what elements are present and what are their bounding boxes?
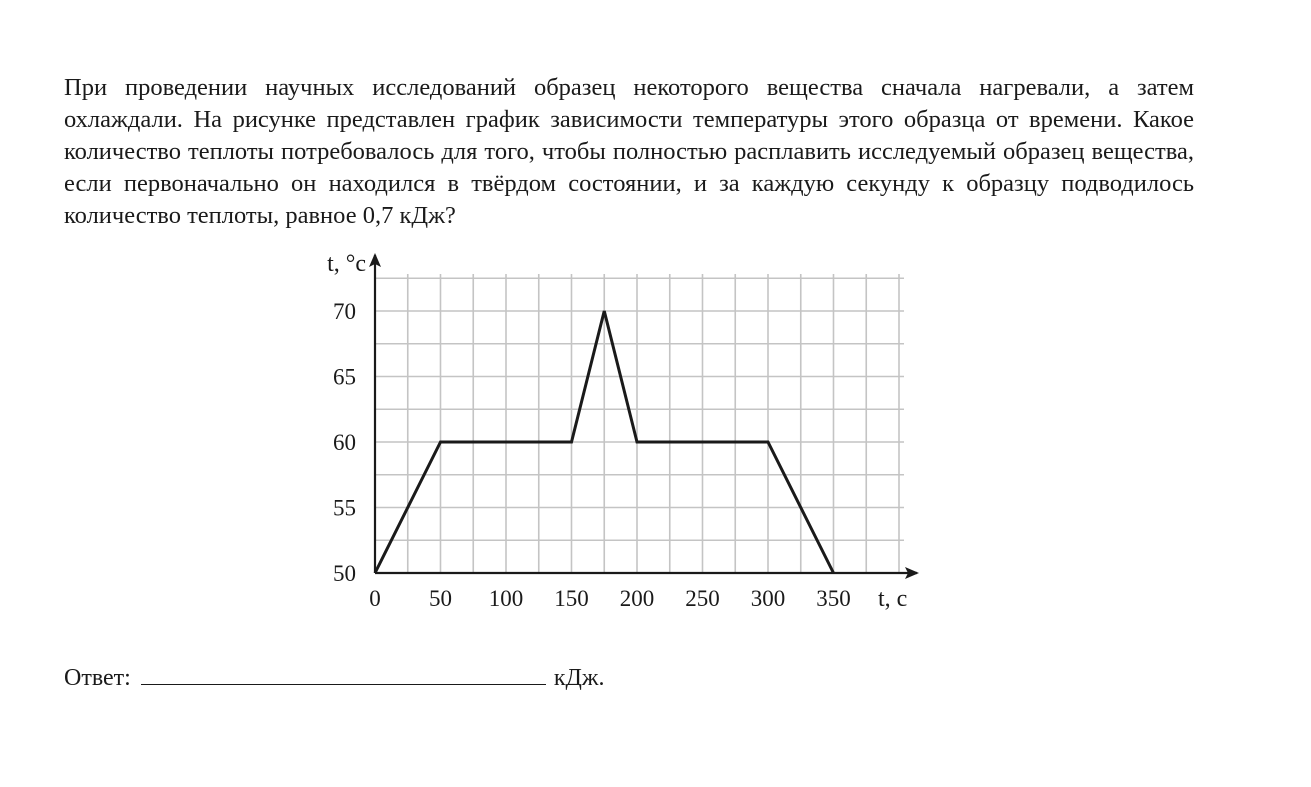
x-tick-label: 0 [369, 586, 381, 611]
y-axis-label: t, °с [327, 251, 366, 277]
x-tick-label: 150 [554, 586, 589, 611]
y-tick-label: 55 [333, 495, 356, 521]
x-axis-label: t, с [878, 586, 908, 612]
chart-axes [375, 255, 917, 573]
chart-grid [375, 274, 904, 573]
answer-label: Ответ: [64, 665, 131, 691]
y-tick-label: 65 [333, 364, 356, 390]
y-tick-label: 50 [333, 561, 356, 586]
x-tick-label: 50 [429, 586, 452, 611]
y-tick-label: 70 [333, 299, 356, 324]
x-tick-label: 250 [685, 586, 720, 611]
y-tick-label: 60 [333, 430, 356, 455]
x-tick-label: 300 [750, 586, 786, 611]
answer-unit: кДж. [553, 665, 605, 691]
x-tick-label: 350 [816, 586, 851, 611]
axis-labels [327, 251, 907, 612]
problem-text: При проведении научных исследований образец некоторого вещества сначала нагревали, а затем охлаждали. На рисунке представлен график зависимости температуры этого образца от времени. Какое количество теплоты потребовалось для того, чтобы полностью расплавить исследуемый образец вещества, если первоначально он находился в твёрдом состоянии, и за каждую секунду к образцу подводилось количество теплоты, равное 0,7 кДж? [64, 74, 1194, 229]
x-tick-label: 200 [619, 586, 655, 611]
x-tick-label: 100 [488, 586, 524, 611]
answer-row [64, 660, 604, 692]
answer-input-line[interactable] [141, 660, 546, 685]
